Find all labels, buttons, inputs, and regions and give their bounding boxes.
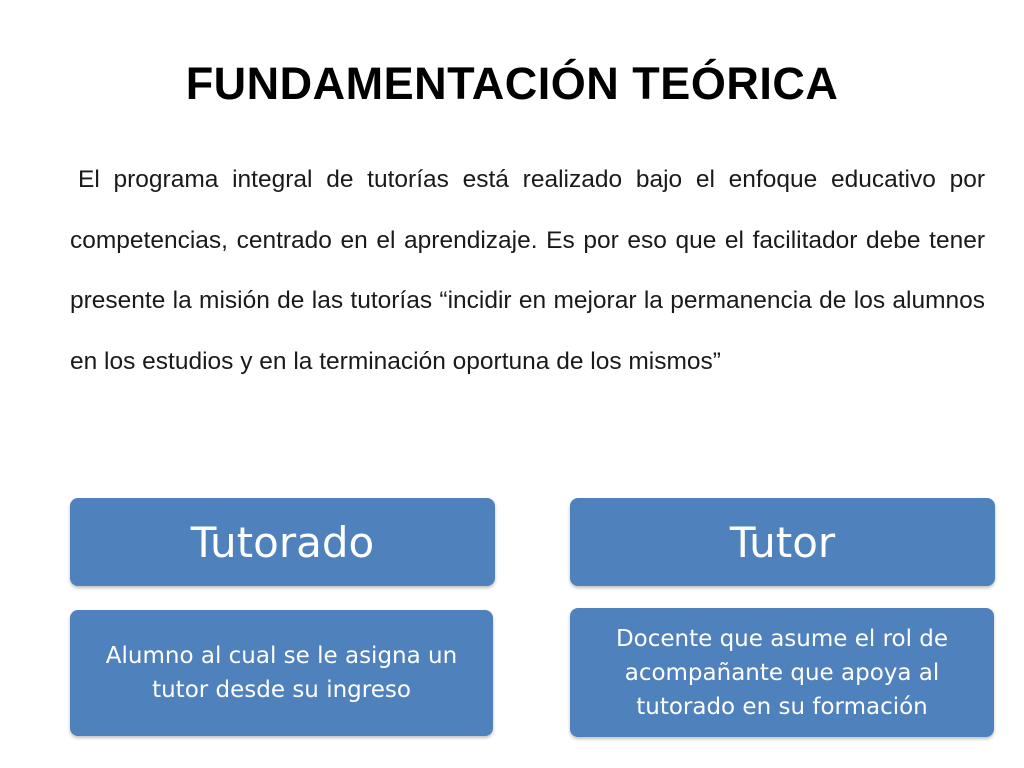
intro-paragraph: El programa integral de tutorías está realizado bajo el enfoque educativo por competencias, centrado en el aprendizaje. Es por eso que el facilitador debe tener presente la misión de las tutorías “incidir en mejorar la permanencia de los alumnos en los estudios y en la terminación oportuna de los mismos” — [70, 166, 985, 375]
tutorado-heading-box — [70, 498, 495, 586]
tutor-description-box — [570, 608, 994, 737]
slide-title: FUNDAMENTACIÓN TEÓRICA — [185, 58, 839, 109]
tutorado-description-text: Alumno al cual se le asigna un tutor desde su ingreso — [105, 643, 458, 703]
tutor-heading-label: Tutor — [729, 517, 836, 567]
tutorado-description-box — [70, 610, 493, 736]
tutor-heading-box — [570, 498, 995, 586]
tutorado-heading-label: Tutorado — [190, 517, 375, 567]
tutor-description-text: Docente que asume el rol de acompañante que apoya al tutorado en su formación — [615, 625, 949, 720]
